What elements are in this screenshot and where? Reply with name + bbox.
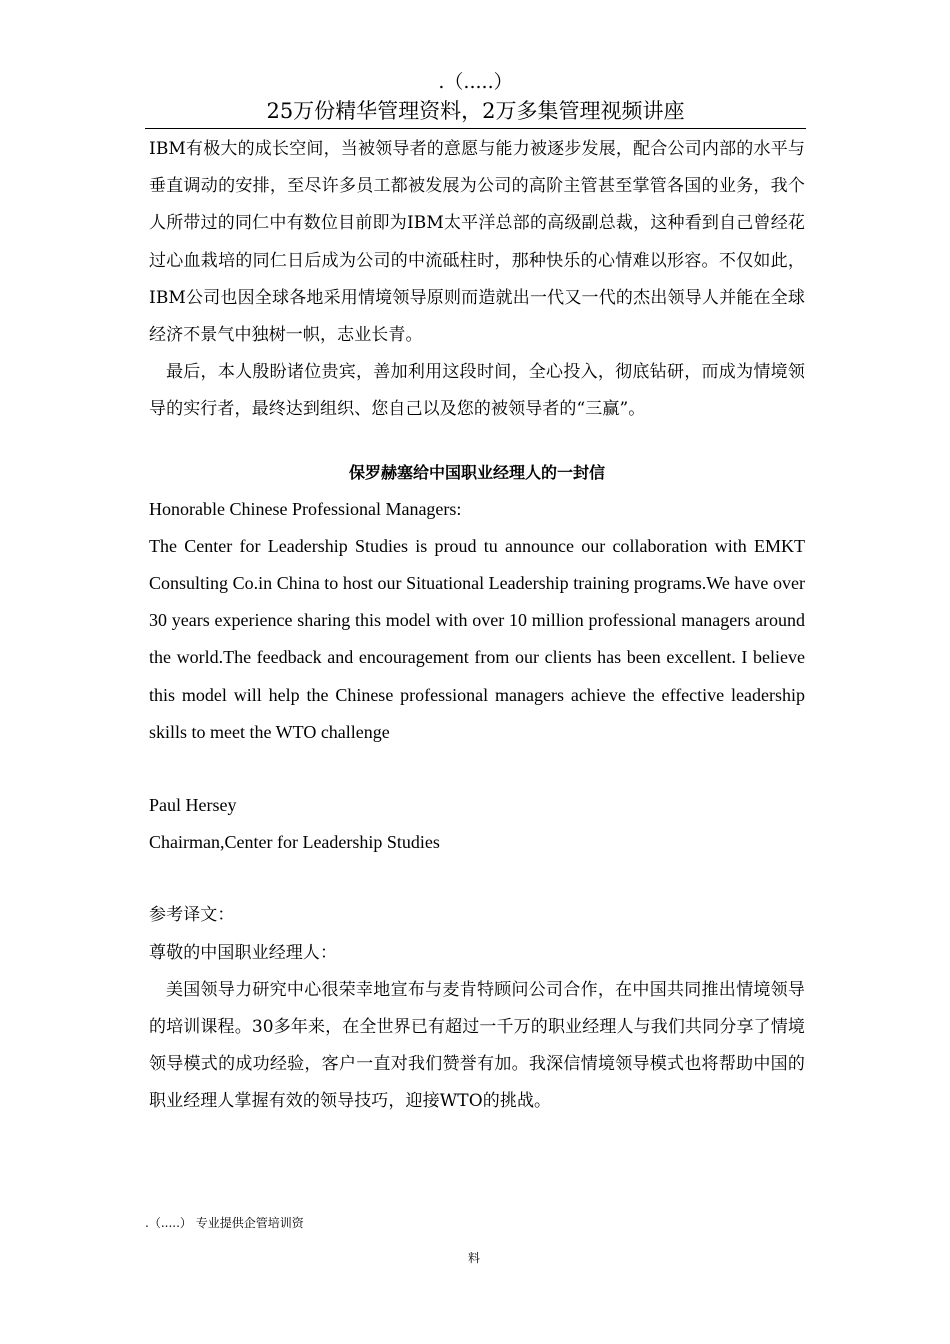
translation-body: 美国领导力研究中心很荣幸地宣布与麦肯特顾问公司合作，在中国共同推出情境领导的培训课程。30多年来，在全世界已有超过一千万的职业经理人与我们共同分享了情境领导模式的成功经验，客户一直对我们赞誉有加。我深信情境领导模式也将帮助中国的职业经理人掌握有效的领导技巧，迎接WTO的挑战。 <box>149 979 805 1112</box>
footer-right-text: 料 <box>468 1251 481 1265</box>
header-line-2: 25万份精华管理资料，2万多集管理视频讲座 <box>266 99 685 123</box>
intro-paragraph-1: IBM有极大的成长空间，当被领导者的意愿与能力被逐步发展，配合公司内部的水平与垂直调动的安排，至尽许多员工都被发展为公司的高阶主管甚至掌管各国的业务，我个人所带过的同仁中有数位目前即为IBM太平洋总部的高级副总裁，这种看到自己曾经花过心血栽培的同仁日后成为公司的中流砥柱时，那种快乐的心情难以形容。不仅如此，IBM公司也因全球各地采用情境领导原则而造就出一代又一代的杰出领导人并能在全球经济不景气中独树一帜，志业长青。 <box>149 139 805 346</box>
header-line-1: .（.....） <box>438 71 513 93</box>
letter-body: The Center for Leadership Studies is proud tu announce our collaboration with EMKT Consulting Co.in China to host our Situational Leadership training programs.We have over 30 years experience sharing this model with over 10 million professional managers around the world.The feedback and encouragement from our clients has been excellent. I believe this model will help the Chinese professional managers achieve the effective leadership skills to meet the WTO challenge <box>149 535 805 742</box>
letter-salutation: Honorable Chinese Professional Managers: <box>149 498 462 519</box>
footer-left-text: .（.....） 专业提供企管培训资 <box>145 1216 304 1230</box>
intro-paragraph-2: 最后，本人殷盼诸位贵宾，善加利用这段时间，全心投入，彻底钻研，而成为情境领导的实行者，最终达到组织、您自己以及您的被领导者的“三赢”。 <box>149 362 805 420</box>
letter-title: 保罗赫塞给中国职业经理人的一封信 <box>348 462 605 482</box>
translation-salutation: 尊敬的中国职业经理人： <box>149 942 338 963</box>
page-header <box>145 68 806 129</box>
signature-title: Chairman,Center for Leadership Studies <box>149 832 440 853</box>
document-body <box>149 131 805 1121</box>
signature-name: Paul Hersey <box>149 795 237 816</box>
translation-label: 参考译文： <box>149 905 235 926</box>
